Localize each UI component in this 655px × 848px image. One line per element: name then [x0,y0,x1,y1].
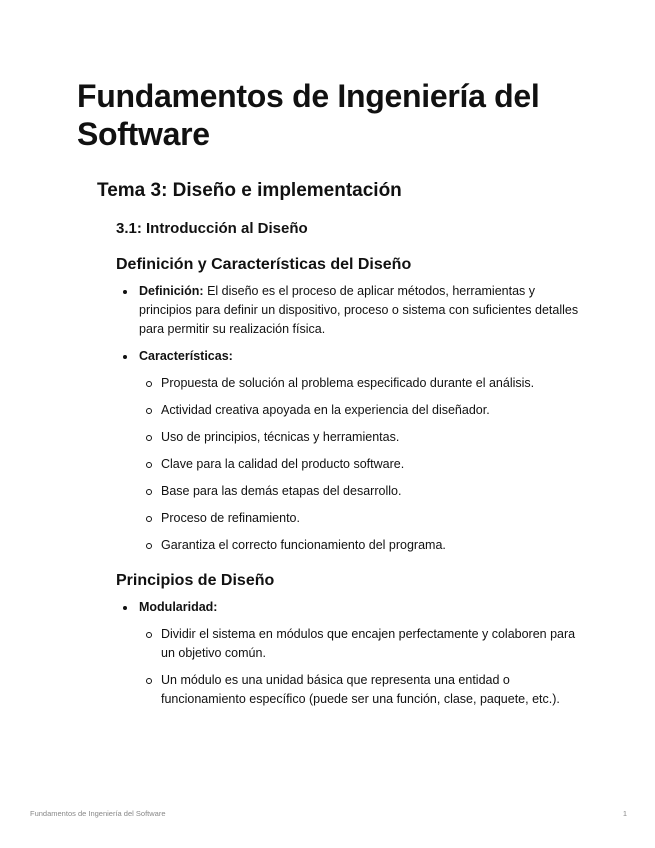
sub-list-item: Propuesta de solución al problema especificado durante el análisis. [139,374,586,393]
definicion-list [116,282,586,563]
sub-list-item: Base para las demás etapas del desarrollo. [139,482,586,501]
definicion-heading: Definición y Características del Diseño [116,256,412,273]
list-item-definicion [116,282,586,339]
sub-list-item: Uso de principios, técnicas y herramientas. [139,428,586,447]
definicion-label: Definición: [139,284,204,298]
topic-heading: Tema 3: Diseño e implementación [97,180,402,201]
caracteristicas-label: Características: [139,349,233,363]
modularidad-label: Modularidad: [139,600,218,614]
sub-list-item: Garantiza el correcto funcionamiento del programa. [139,536,586,555]
page-number: 1 [622,809,627,818]
list-item-modularidad [116,598,586,709]
sub-list-item: Clave para la calidad del producto software. [139,455,586,474]
definicion-text: El diseño es el proceso de aplicar métodos, herramientas y principios para definir un dispositivo, proceso o sistema con suficientes detalles para permitir su realización física. [139,284,579,336]
sub-list-item: Dividir el sistema en módulos que encajen perfectamente y colaboren para un objetivo común. [139,625,586,663]
principios-heading: Principios de Diseño [116,572,275,589]
principios-list [116,598,586,717]
sub-list-item: Actividad creativa apoyada en la experiencia del diseñador. [139,401,586,420]
caracteristicas-sublist [139,374,586,555]
section-heading: 3.1: Introducción al Diseño [116,220,308,237]
sub-list-item: Un módulo es una unidad básica que representa una entidad o funcionamiento específico (puede ser una función, clase, paquete, etc.). [139,671,586,709]
modularidad-sublist [139,625,586,709]
list-item-caracteristicas [116,347,586,555]
footer-title: Fundamentos de Ingeniería del Software [30,809,166,818]
page-title: Fundamentos de Ingeniería del Software [77,78,540,152]
sub-list-item: Proceso de refinamiento. [139,509,586,528]
